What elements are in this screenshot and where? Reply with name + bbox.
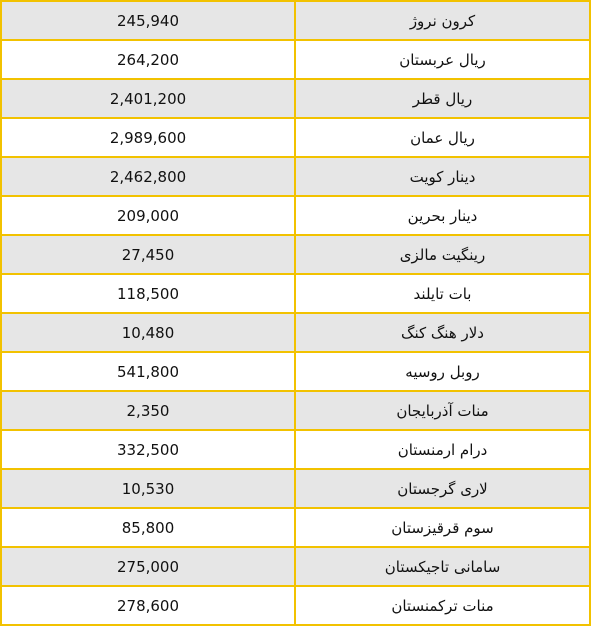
price-cell: 209,000 [2, 197, 296, 234]
price-cell: 2,401,200 [2, 80, 296, 117]
table-row [2, 275, 589, 314]
price-cell: 245,940 [2, 2, 296, 39]
table-row [2, 2, 589, 41]
price-cell: 278,600 [2, 587, 296, 624]
currency-name-cell: ریال عربستان [399, 50, 486, 69]
currency-name-cell: رینگیت مالزی [399, 245, 486, 264]
currency-name-cell: منات ترکمنستان [391, 596, 494, 615]
table-row [2, 197, 589, 236]
currency-name-cell: منات آذربایجان [396, 401, 489, 420]
currency-name-cell: دلار هنگ کنگ [401, 323, 484, 342]
table-row [2, 548, 589, 587]
price-cell: 332,500 [2, 431, 296, 468]
price-cell: 27,450 [2, 236, 296, 273]
table-row [2, 431, 589, 470]
currency-name-cell: دینار کویت [409, 167, 476, 186]
price-cell: 2,462,800 [2, 158, 296, 195]
table-row [2, 509, 589, 548]
price-cell: 85,800 [2, 509, 296, 546]
currency-name-cell: روبل روسیه [405, 362, 480, 381]
currency-name-cell: درام ارمنستان [397, 440, 488, 459]
currency-name-cell: سوم قرقیزستان [391, 518, 494, 537]
price-cell: 275,000 [2, 548, 296, 585]
currency-name-cell: کرون نروژ [409, 11, 476, 30]
table-row [2, 158, 589, 197]
price-cell: 10,530 [2, 470, 296, 507]
table-row [2, 236, 589, 275]
price-cell: 2,989,600 [2, 119, 296, 156]
price-cell: 2,350 [2, 392, 296, 429]
table-row [2, 119, 589, 158]
currency-name-cell: سامانی تاجیکستان [384, 557, 501, 576]
price-cell: 541,800 [2, 353, 296, 390]
currency-name-cell: ریال قطر [412, 89, 473, 108]
currency-name-cell: ریال عمان [410, 128, 475, 147]
price-cell: 264,200 [2, 41, 296, 78]
currency-name-cell: بات تایلند [413, 284, 472, 303]
table-row [2, 392, 589, 431]
table-row [2, 470, 589, 509]
table-row [2, 80, 589, 119]
price-cell: 10,480 [2, 314, 296, 351]
currency-name-cell: دینار بحرین [407, 206, 478, 225]
table-row [2, 353, 589, 392]
table-row [2, 587, 589, 626]
currency-name-cell: لاری گرجستان [397, 479, 488, 498]
table-row [2, 314, 589, 353]
price-cell: 118,500 [2, 275, 296, 312]
table-row [2, 41, 589, 80]
